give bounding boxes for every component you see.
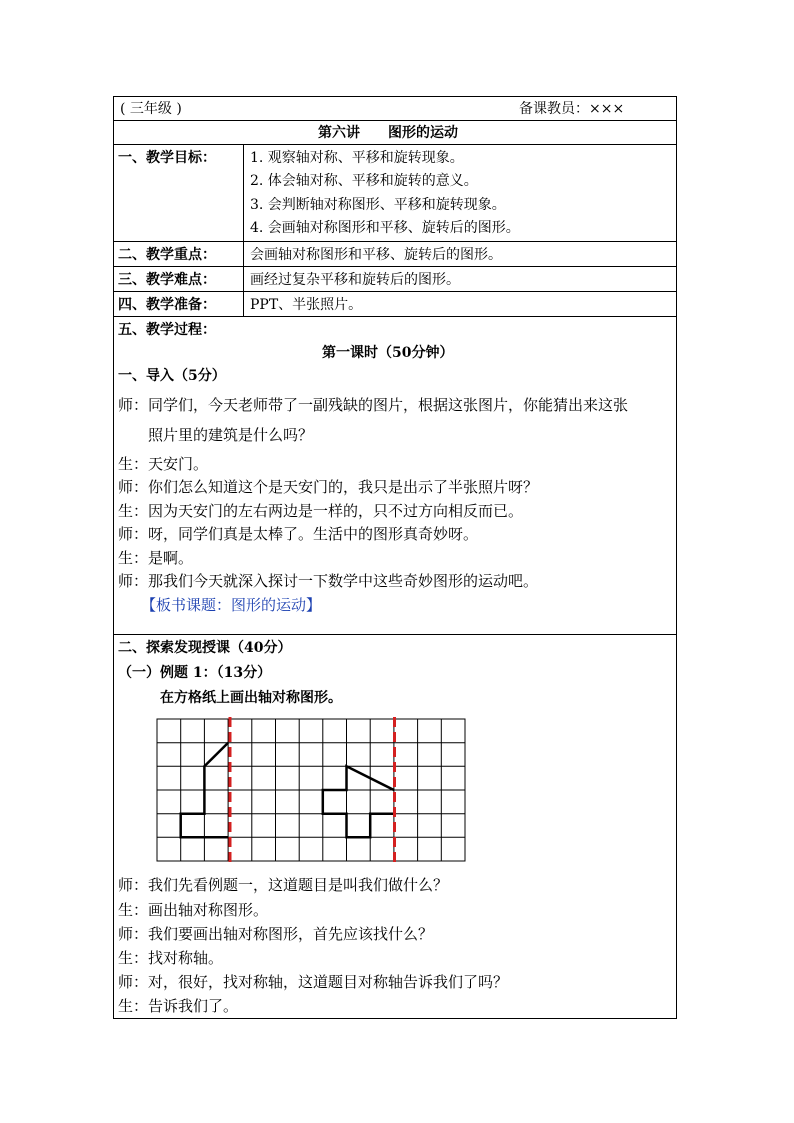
dialog-line: 师：我们先看例题一，这道题目是叫我们做什么？	[118, 876, 449, 894]
dialog-line: 生：告诉我们了。	[118, 997, 239, 1015]
rule-focus	[113, 266, 677, 267]
grade-label: ( 三年级 )	[120, 101, 182, 117]
rule-prep	[113, 316, 677, 317]
objective-item: 2. 体会轴对称、平移和旋转的意义。	[250, 173, 478, 189]
rule-title	[113, 144, 677, 145]
process-label: 五、教学过程：	[118, 322, 216, 338]
difficulty-text: 画经过复杂平移和旋转后的图形。	[250, 272, 460, 288]
rule-process	[113, 634, 677, 635]
focus-label: 二、教学重点：	[118, 247, 216, 263]
dialog-line: 师：那我们今天就深入探讨一下数学中这些奇妙图形的运动吧。	[118, 572, 539, 590]
dialog-line: 师：你们怎么知道这个是天安门的，我只是出示了半张照片呀？	[118, 478, 539, 496]
focus-text: 会画轴对称图形和平移、旋转后的图形。	[250, 247, 502, 263]
dialog-line: 生：画出轴对称图形。	[118, 901, 269, 919]
dialog-line: 生：天安门。	[118, 455, 209, 473]
difficulty-label: 三、教学难点：	[118, 272, 216, 288]
objectives-label: 一、教学目标：	[118, 150, 216, 166]
dialog-line: 师：我们要画出轴对称图形，首先应该找什么？	[118, 925, 434, 943]
dialog-line: 生：因为天安门的左右两边是一样的，只不过方向相反而已。	[118, 502, 524, 520]
dialog-line: 师：同学们，今天老师带了一副残缺的图片，根据这张图片，你能猜出来这张	[118, 396, 629, 414]
intro-heading: 一、导入（5分）	[118, 368, 226, 384]
symmetry-grid-figure	[150, 714, 470, 866]
example-task: 在方格纸上画出轴对称图形。	[160, 690, 342, 706]
page-title: 第六讲 图形的运动	[318, 125, 458, 141]
objective-item: 3. 会判断轴对称图形、平移和旋转现象。	[250, 197, 506, 213]
dialog-line: 生：是啊。	[118, 549, 194, 567]
example-heading: （一）例题 1：（13分）	[118, 665, 272, 681]
board-topic: 【板书课题：图形的运动】	[141, 596, 322, 614]
rule-objectives	[113, 241, 677, 242]
rule-label-column	[243, 144, 244, 316]
prep-label: 四、教学准备：	[118, 297, 216, 313]
dialog-line: 生：找对称轴。	[118, 949, 224, 967]
dialog-line: 照片里的建筑是什么吗？	[148, 426, 314, 444]
dialog-line: 师：对，很好，找对称轴，这道题目对称轴告诉我们了吗？	[118, 973, 509, 991]
objective-item: 4. 会画轴对称图形和平移、旋转后的图形。	[250, 220, 520, 236]
lesson-heading: 第一课时（50分钟）	[322, 345, 454, 361]
objective-item: 1. 观察轴对称、平移和旋转现象。	[250, 150, 464, 166]
right-half-shape	[323, 766, 394, 837]
explore-heading: 二、探索发现授课（40分）	[118, 640, 292, 656]
rule-difficulty	[113, 291, 677, 292]
dialog-line: 师：呀，同学们真是太棒了。生活中的图形真奇妙呀。	[118, 525, 479, 543]
prep-text: PPT、半张照片。	[250, 297, 363, 313]
rule-header	[113, 120, 677, 121]
teacher-label: 备课教员：×××	[519, 101, 625, 117]
